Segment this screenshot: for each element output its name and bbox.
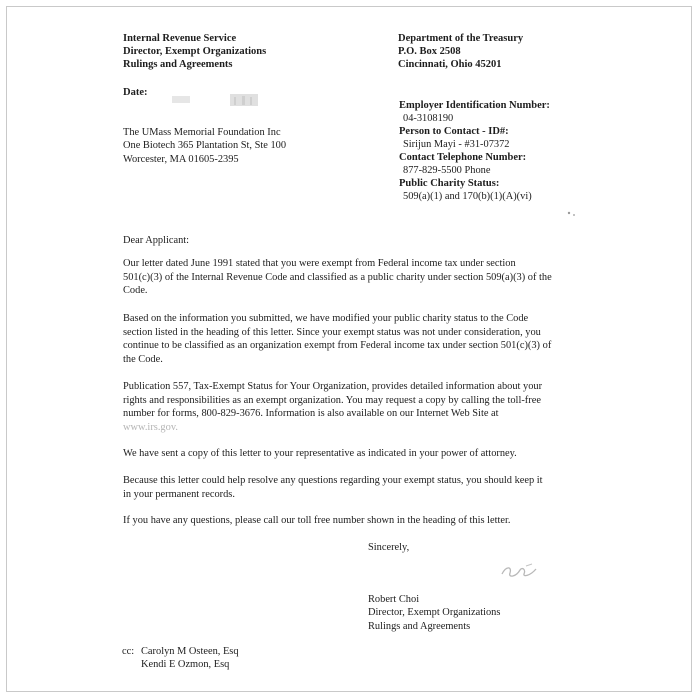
cc-recipient: Carolyn M Osteen, Esq (141, 646, 239, 657)
cc-label: cc: (122, 646, 135, 657)
department-name: Department of the Treasury (398, 33, 524, 44)
cc-recipient: Kendi E Ozmon, Esq (141, 659, 230, 671)
paragraph-4-line: We have sent a copy of this letter to your representative as indicated in your power of attorney. (123, 448, 517, 459)
treasury-header (398, 32, 523, 72)
paragraph-1-line: Code. (123, 285, 148, 297)
redacted-date-smudge (170, 92, 270, 112)
contact-phone-value: 877-829-5500 Phone (403, 165, 491, 176)
recipient-address (123, 126, 286, 166)
paragraph-3-line: number for forms, 800-829-3676. Information is also available on our Internet Web Site at (123, 408, 499, 420)
paragraph-6-line: If you have any questions, please call our toll free number shown in the heading of this letter. (123, 515, 511, 526)
recipient-street: One Biotech 365 Plantation St, Ste 100 (123, 140, 287, 152)
paragraph-1-line: Our letter dated June 1991 stated that you were exempt from Federal income tax under section (123, 258, 516, 269)
public-charity-status-label: Public Charity Status: (399, 178, 500, 189)
person-to-contact-value: Sirijun Mayi - #31-07372 (403, 139, 510, 150)
public-charity-status-value: 509(a)(1) and 170(b)(1)(A)(vi) (403, 191, 532, 202)
city-address: Cincinnati, Ohio 45201 (398, 59, 502, 71)
paragraph-3-line: Publication 557, Tax-Exempt Status for Your Organization, provides detailed information about your (123, 381, 543, 392)
paragraph-5 (123, 474, 615, 501)
salutation: Dear Applicant: (123, 235, 190, 246)
contact-info-block (399, 99, 550, 203)
paragraph-1-line: 501(c)(3) of the Internal Revenue Code and classified as a public charity under section 509(a)(3) of the (123, 271, 552, 283)
contact-phone-label: Contact Telephone Number: (399, 152, 527, 163)
recipient-name: The UMass Memorial Foundation Inc (123, 127, 281, 138)
paragraph-1 (123, 257, 615, 298)
recipient-city: Worcester, MA 01605-2395 (123, 153, 239, 165)
paragraph-4 (123, 447, 615, 461)
closing: Sincerely, (368, 542, 410, 553)
date-label: Date: (123, 87, 148, 98)
cc-recipients (141, 645, 239, 672)
ein-label: Employer Identification Number: (399, 100, 550, 111)
ein-value: 04-3108190 (403, 113, 454, 124)
division-name: Rulings and Agreements (123, 59, 233, 71)
person-to-contact-label: Person to Contact - ID#: (399, 126, 509, 137)
irs-website-link[interactable]: www.irs.gov. (123, 421, 178, 433)
signer-name: Robert Choi (368, 594, 420, 605)
po-box: P.O. Box 2508 (398, 46, 461, 58)
signer-division: Rulings and Agreements (368, 620, 471, 632)
paragraph-5-line: in your permanent records. (123, 488, 235, 500)
signer-block (368, 593, 500, 633)
paragraph-3-line: rights and responsibilities as an exempt organization. You may request a copy by calling the toll-free (123, 394, 541, 406)
scan-speck (565, 209, 581, 219)
paragraph-2-line: the Code. (123, 353, 163, 365)
paragraph-2-line: Based on the information you submitted, we have modified your public charity status to the Code (123, 313, 529, 324)
paragraph-2-line: continue to be classified as an organization exempt from Federal income tax under section 501(c)(3) of (123, 340, 552, 352)
office-name: Director, Exempt Organizations (123, 46, 267, 58)
paragraph-3 (123, 380, 615, 434)
paragraph-6 (123, 514, 615, 528)
agency-name: Internal Revenue Service (123, 33, 237, 44)
paragraph-2 (123, 312, 615, 366)
paragraph-2-line: section listed in the heading of this letter. Since your exempt status was not under consideration, you (123, 326, 541, 338)
irs-header (123, 32, 266, 72)
signature-image (496, 560, 546, 582)
signer-title: Director, Exempt Organizations (368, 607, 501, 619)
paragraph-5-line: Because this letter could help resolve any questions regarding your exempt status, you should keep it (123, 475, 543, 486)
